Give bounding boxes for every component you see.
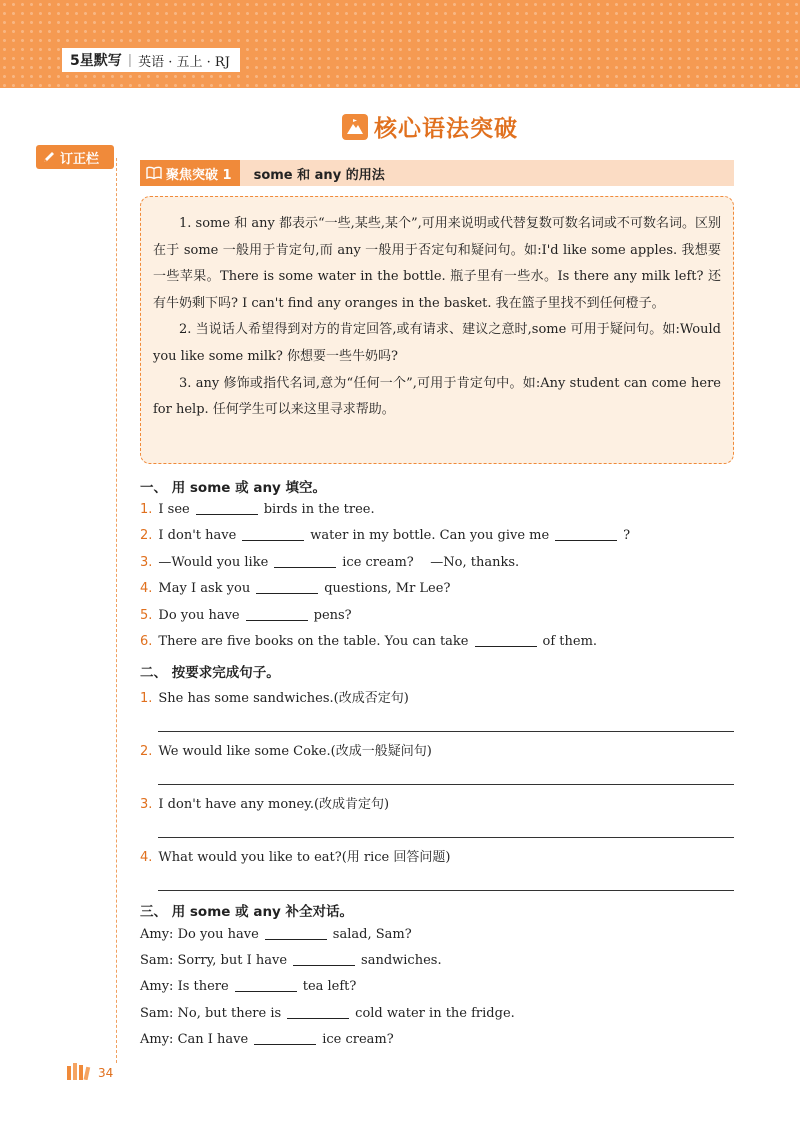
question-text: I see (158, 502, 190, 517)
dialogue-text: Amy: Is there (140, 979, 229, 994)
rewrite-question (140, 793, 389, 812)
question-number: 2. (140, 528, 153, 543)
question-number: 1. (140, 502, 153, 517)
question-text: pens? (313, 608, 352, 623)
dialogue-text: cold water in the fridge. (355, 1006, 515, 1021)
dialogue-line (140, 1032, 394, 1047)
brand-name: 5星默写 (70, 53, 122, 69)
header-banner (0, 0, 800, 88)
question-text: May I ask you (158, 581, 251, 596)
page-title: 核心语法突破 (374, 116, 518, 142)
dialogue-text: Sam: Sorry, but I have (140, 953, 288, 968)
rewrite-question (140, 740, 432, 759)
question-text: I don't have any money.(改成肯定句) (158, 797, 390, 812)
question-text: She has some sandwiches.(改成否定句) (158, 691, 409, 706)
dialogue-line (140, 927, 412, 942)
correction-column-tag (36, 145, 114, 169)
rewrite-question (140, 687, 409, 706)
question-number: 4. (140, 850, 153, 865)
answer-blank[interactable] (246, 620, 308, 621)
answer-blank[interactable] (265, 939, 327, 940)
answer-blank[interactable] (196, 514, 258, 515)
margin-divider (116, 158, 117, 1063)
dialogue-text: Amy: Can I have (140, 1032, 249, 1047)
section1-title: 一、 用 some 或 any 填空。 (140, 480, 327, 496)
mountain-flag-icon (342, 114, 368, 140)
question-number: 5. (140, 608, 153, 623)
rule-1: 1. some 和 any 都表示“一些,某些,某个”,可用来说明或代替复数可数名词或不可数名词。区别在于 some 一般用于肯定句,而 any 一般用于否定句和疑问句。如:I'd like some apples. 我想要一些苹果。There is some water in the bottle. 瓶子里有一些水。Is there any milk left? 还有牛奶剩下吗? I can't find any oranges in the basket. 我在篮子里找不到任何橙子。 (153, 216, 721, 311)
question-text: Do you have (158, 608, 240, 623)
dialogue-line (140, 1006, 515, 1021)
page-number: 34 (98, 1066, 114, 1080)
answer-blank[interactable] (287, 1018, 349, 1019)
fill-question (140, 581, 450, 596)
answer-blank[interactable] (256, 593, 318, 594)
question-number: 6. (140, 634, 153, 649)
question-text: We would like some Coke.(改成一般疑问句) (158, 744, 432, 759)
dialogue-text: salad, Sam? (332, 927, 412, 942)
question-text: There are five books on the table. You can take (158, 634, 469, 649)
fill-question (140, 528, 630, 543)
answer-blank[interactable] (242, 540, 304, 541)
question-text: questions, Mr Lee? (324, 581, 451, 596)
grammar-rules-box (140, 196, 734, 464)
pencil-icon (42, 150, 56, 164)
answer-blank[interactable] (555, 540, 617, 541)
dialogue-text: ice cream? (322, 1032, 394, 1047)
answer-blank[interactable] (475, 646, 537, 647)
subject-label: 英语 · 五上 · RJ (138, 54, 230, 70)
page-footer (66, 1062, 113, 1080)
dialogue-text: Amy: Do you have (140, 927, 259, 942)
rewrite-question (140, 846, 450, 865)
fill-question (140, 634, 597, 649)
answer-blank[interactable] (254, 1044, 316, 1045)
section2-title: 二、 按要求完成句子。 (140, 665, 280, 681)
page-title-block (342, 110, 518, 143)
focus-bar (140, 160, 734, 186)
question-number: 2. (140, 744, 153, 759)
dialogue-text: tea left? (302, 979, 357, 994)
question-number: 4. (140, 581, 153, 596)
answer-line[interactable] (158, 890, 734, 891)
focus-topic: some 和 any 的用法 (253, 167, 385, 183)
dialogue-text: sandwiches. (361, 953, 442, 968)
fill-question (140, 608, 352, 623)
question-number: 1. (140, 691, 153, 706)
dialogue-line (140, 979, 356, 994)
focus-label (140, 160, 240, 186)
correction-column-label: 订正栏 (60, 151, 100, 167)
dialogue-text: Sam: No, but there is (140, 1006, 282, 1021)
answer-line[interactable] (158, 731, 734, 732)
series-label (62, 48, 240, 72)
rule-2: 2. 当说话人希望得到对方的肯定回答,或有请求、建议之意时,some 可用于疑问句。如:Would you like some milk? 你想要一些牛奶吗? (153, 322, 721, 364)
book-icon (146, 166, 162, 180)
answer-line[interactable] (158, 837, 734, 838)
rule-3: 3. any 修饰或指代名词,意为“任何一个”,可用于肯定句中。如:Any student can come here for help. 任何学生可以来这里寻求帮助。 (153, 375, 721, 418)
answer-line[interactable] (158, 784, 734, 785)
question-number: 3. (140, 555, 153, 570)
answer-blank[interactable] (235, 991, 297, 992)
question-text: ice cream? —No, thanks. (342, 555, 520, 570)
books-icon (66, 1062, 92, 1080)
question-text: What would you like to eat?(用 rice 回答问题) (158, 850, 451, 865)
question-text: ? (623, 528, 631, 543)
focus-label-text: 聚焦突破 1 (166, 167, 232, 183)
section3-title: 三、 用 some 或 any 补全对话。 (140, 904, 354, 920)
answer-blank[interactable] (274, 567, 336, 568)
fill-question (140, 555, 519, 570)
question-number: 3. (140, 797, 153, 812)
question-text: birds in the tree. (263, 502, 375, 517)
question-text: water in my bottle. Can you give me (310, 528, 550, 543)
series-separator: | (127, 52, 133, 68)
fill-question (140, 502, 375, 517)
question-text: of them. (542, 634, 598, 649)
answer-blank[interactable] (293, 965, 355, 966)
question-text: I don't have (158, 528, 237, 543)
dialogue-line (140, 953, 442, 968)
question-text: —Would you like (158, 555, 269, 570)
